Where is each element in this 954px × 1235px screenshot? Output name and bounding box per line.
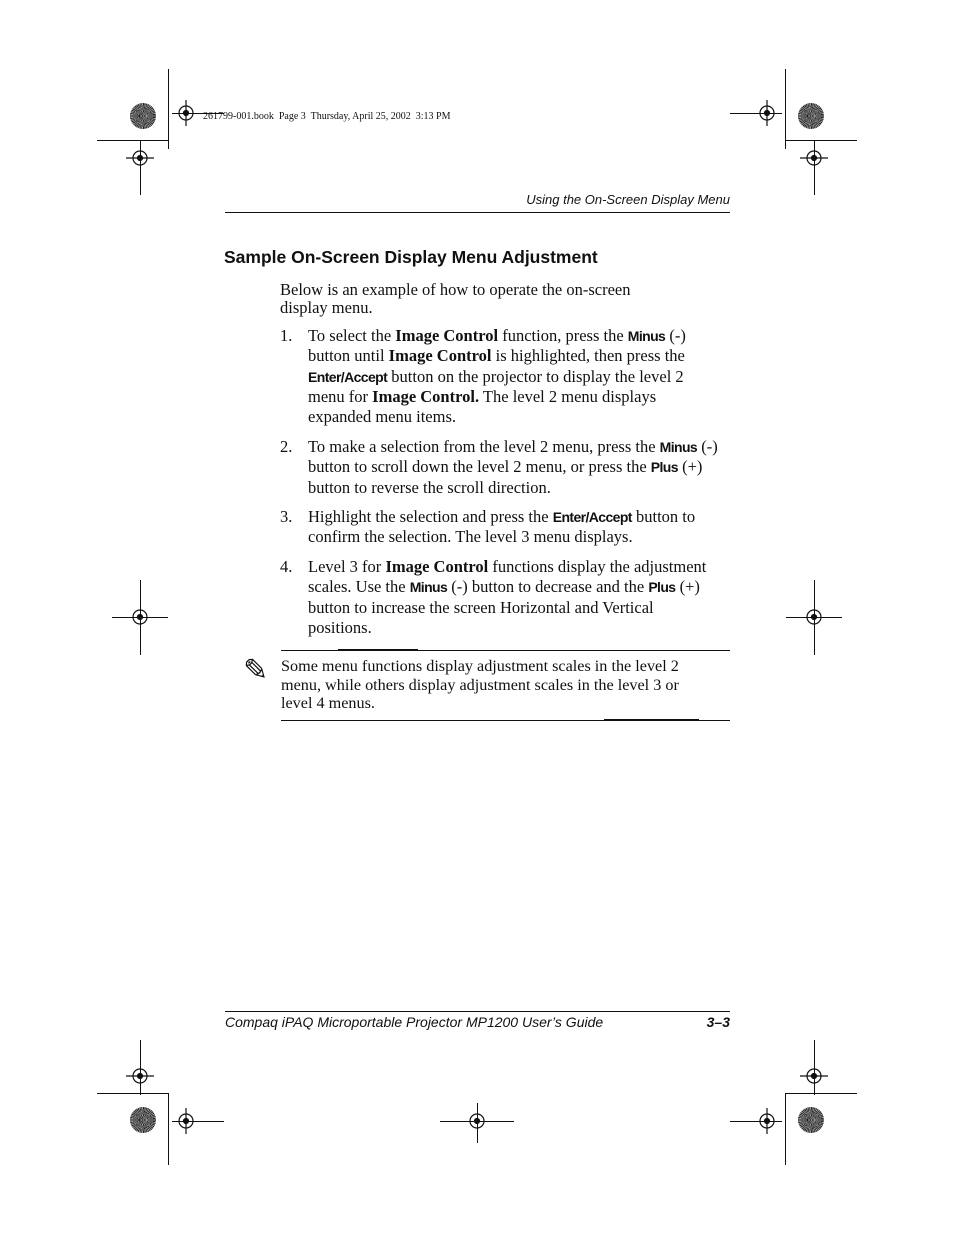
text-run: button to reverse the scroll direction.: [308, 477, 551, 497]
crop-line: [814, 1040, 815, 1095]
step-line: [308, 326, 733, 346]
step-line: [308, 557, 733, 577]
button-name: Minus: [659, 439, 698, 455]
text-run: is highlighted, then press the: [491, 346, 685, 366]
section-title: Sample On-Screen Display Menu Adjustment: [224, 247, 598, 267]
text-run: button to increase the screen Horizontal and Vertical: [308, 597, 654, 617]
text-run: button to: [631, 507, 696, 526]
text-run: function, press the: [498, 326, 628, 345]
text-run: Level 3 for: [308, 557, 386, 576]
print-slug: 261799-001.book Page 3 Thursday, April 25, 2002 3:13 PM: [203, 111, 451, 122]
header-rule: [225, 212, 730, 213]
step-line: [308, 367, 733, 387]
step-line: [308, 598, 733, 618]
intro-paragraph: [280, 280, 730, 318]
step-line: [308, 457, 733, 477]
note-line: menu, while others display adjustment scales in the level 3 or: [281, 675, 679, 694]
crop-line: [97, 140, 169, 141]
step-line: [308, 437, 733, 457]
button-name: Minus: [627, 328, 666, 344]
registration-dial-icon: [798, 1107, 824, 1133]
text-run: To make a selection from the level 2 menu, press the: [308, 437, 660, 456]
text-run: (+): [677, 457, 703, 477]
text-run: To select the: [308, 326, 396, 345]
text-run: button on the projector to display the level 2: [387, 366, 684, 386]
crop-line: [785, 69, 786, 149]
step-number: 3.: [280, 507, 293, 526]
step-line: [308, 346, 733, 366]
crop-line: [730, 1121, 782, 1122]
ui-term: Image Control: [385, 557, 489, 576]
note-bottom-rule-accent: [604, 719, 699, 721]
text-run: expanded menu items.: [308, 407, 457, 427]
step-line: [308, 407, 733, 427]
crop-line: [168, 1093, 169, 1165]
step-line: [308, 507, 733, 527]
step-text: [308, 437, 733, 498]
crop-line: [785, 1093, 786, 1165]
registration-dial-icon: [130, 103, 156, 129]
crop-line: [814, 580, 815, 655]
button-name: Plus: [650, 459, 678, 476]
note-top-rule-accent: [338, 649, 418, 651]
step-line: [308, 577, 733, 597]
note-line: level 4 menus.: [281, 694, 375, 712]
crop-line: [730, 113, 782, 114]
text-run: The level 2 menu displays: [479, 386, 657, 406]
page-number: 3–3: [706, 1014, 730, 1030]
intro-line: Below is an example of how to operate the on-screen: [280, 280, 631, 299]
footer-title: Compaq iPAQ Microportable Projector MP1200 User’s Guide: [225, 1014, 604, 1030]
text-run: button until: [308, 346, 389, 366]
intro-line: display menu.: [280, 298, 373, 317]
button-name: Enter/Accept: [308, 368, 388, 385]
registration-dial-icon: [798, 103, 824, 129]
ui-term: Image Control: [388, 346, 492, 366]
text-run: functions display the adjustment: [488, 557, 707, 576]
note-line: Some menu functions display adjustment scales in the level 2: [281, 657, 679, 675]
text-run: menu for: [308, 386, 373, 406]
crop-line: [140, 140, 141, 195]
crop-line: [785, 1093, 857, 1094]
step-line: [308, 618, 733, 638]
text-run: scales. Use the: [308, 577, 410, 597]
step-number: 2.: [280, 437, 293, 456]
text-run: Highlight the selection and press the: [308, 507, 553, 526]
crop-line: [477, 1103, 478, 1143]
registration-dial-icon: [130, 1107, 156, 1133]
step-line: [308, 478, 733, 498]
text-run: positions.: [308, 617, 372, 637]
crop-line: [785, 140, 857, 141]
text-run: (+): [675, 577, 700, 597]
step-line: [308, 527, 733, 547]
text-run: button to scroll down the level 2 menu, or press the: [308, 457, 651, 477]
text-run: (-) button to decrease and the: [447, 577, 649, 597]
crop-line: [97, 1093, 169, 1094]
step-text: [308, 507, 733, 548]
crop-line: [814, 140, 815, 195]
crop-line: [168, 69, 169, 149]
ui-term: Image Control.: [372, 386, 480, 406]
text-run: confirm the selection. The level 3 menu displays.: [308, 527, 633, 547]
crop-line: [172, 1121, 224, 1122]
crop-line: [440, 1121, 514, 1122]
button-name: Plus: [648, 579, 676, 596]
step-number: 1.: [280, 326, 293, 345]
footer-rule: [225, 1011, 730, 1012]
step-text: [308, 557, 733, 638]
text-run: (-): [665, 326, 686, 345]
crop-line: [140, 580, 141, 655]
crop-line: [140, 1040, 141, 1095]
pencil-icon: ✎: [243, 653, 269, 688]
step-number: 4.: [280, 557, 293, 576]
note-text: [281, 657, 731, 713]
step-text: [308, 326, 733, 427]
ui-term: Image Control: [395, 326, 499, 345]
button-name: Minus: [409, 579, 448, 596]
button-name: Enter/Accept: [552, 509, 632, 525]
text-run: (-): [697, 437, 718, 456]
running-header: Using the On-Screen Display Menu: [526, 192, 730, 207]
step-line: [308, 387, 733, 407]
